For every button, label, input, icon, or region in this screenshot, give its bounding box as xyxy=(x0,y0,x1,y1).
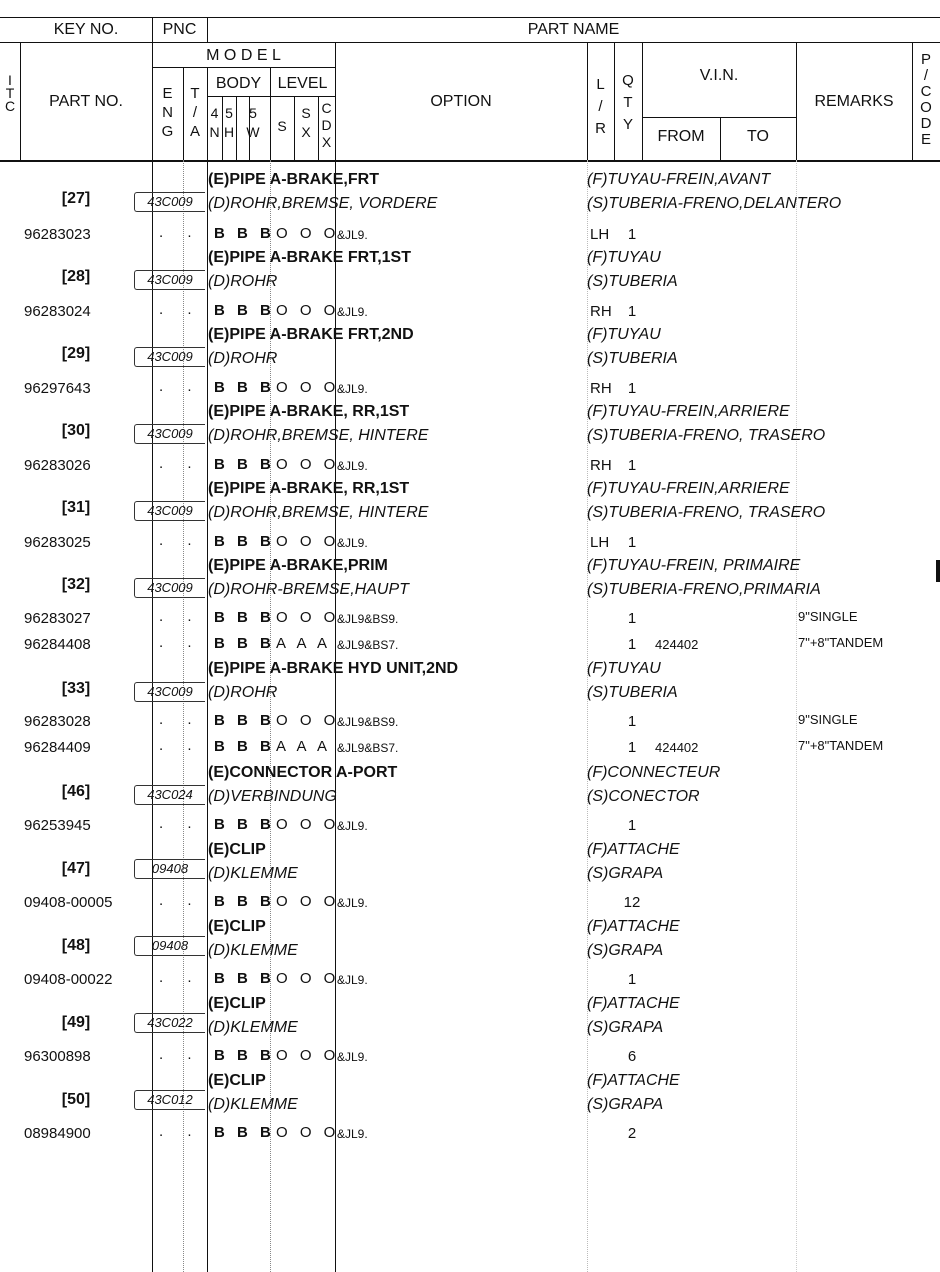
pnc-code: 43C012 xyxy=(134,1090,205,1110)
part-name-spanish: (S)GRAPA xyxy=(587,865,664,882)
qty-value: 1 xyxy=(627,303,637,320)
part-name-english: (E)PIPE A-BRAKE FRT,2ND xyxy=(208,326,414,343)
part-name-german: (D)KLEMME xyxy=(208,1019,298,1036)
body-codes: B B B xyxy=(214,379,275,396)
pcode-header: P / C O D E xyxy=(920,51,932,148)
key-no: [32] xyxy=(61,576,91,593)
key-no: [27] xyxy=(61,190,91,207)
part-name-german: (D)KLEMME xyxy=(208,865,298,882)
part-number: 96253945 xyxy=(24,817,91,834)
lr-header: L / R xyxy=(595,76,606,137)
qty-value: 1 xyxy=(627,610,637,627)
part-name-french: (F)TUYAU-FREIN,ARRIERE xyxy=(587,403,790,420)
eng-ta-dots: . . xyxy=(159,301,202,318)
part-name-french: (F)TUYAU-FREIN,ARRIERE xyxy=(587,480,790,497)
lr-value: RH xyxy=(590,303,612,320)
option-code: &JL9. xyxy=(337,1127,368,1141)
qty-value: 1 xyxy=(627,971,637,988)
pnc-code: 43C009 xyxy=(134,347,205,367)
part-name-spanish: (S)TUBERIA xyxy=(587,684,678,701)
part-name-french: (F)TUYAU xyxy=(587,249,661,266)
option-code: &JL9. xyxy=(337,536,368,550)
eng-ta-dots: . . xyxy=(159,711,202,728)
part-number: 09408-00005 xyxy=(24,894,113,911)
option-code: &JL9&BS9. xyxy=(337,715,399,729)
part-number: 96283025 xyxy=(24,534,91,551)
level-codes: O O O xyxy=(276,712,340,729)
itc-header: I T C xyxy=(4,72,16,114)
pnc-code: 43C022 xyxy=(134,1013,205,1033)
part-number: 96284409 xyxy=(24,739,91,756)
body-col-5w: 5 W xyxy=(246,105,260,140)
eng-ta-dots: . . xyxy=(159,892,202,909)
part-name-spanish: (S)GRAPA xyxy=(587,1019,664,1036)
part-name-french: (F)ATTACHE xyxy=(587,1072,680,1089)
part-name-spanish: (S)CONECTOR xyxy=(587,788,700,805)
part-number: 96283026 xyxy=(24,457,91,474)
part-number: 96283027 xyxy=(24,610,91,627)
qty-value: 1 xyxy=(627,636,637,653)
lr-value: LH xyxy=(590,226,610,243)
body-codes: B B B xyxy=(214,609,275,626)
body-codes: B B B xyxy=(214,456,275,473)
part-name-spanish: (S)GRAPA xyxy=(587,1096,664,1113)
pnc-code: 43C009 xyxy=(134,192,205,212)
remarks-value: 7"+8"TANDEM xyxy=(798,635,884,650)
pnc-code: 43C009 xyxy=(134,270,205,290)
part-no-header: PART NO. xyxy=(49,93,123,110)
remarks-header: REMARKS xyxy=(814,93,894,110)
qty-value: 2 xyxy=(627,1125,637,1142)
eng-ta-dots: . . xyxy=(159,969,202,986)
level-col-s: S xyxy=(277,118,287,134)
part-name-french: (F)ATTACHE xyxy=(587,995,680,1012)
part-name-english: (E)CONNECTOR A-PORT xyxy=(208,764,398,781)
level-col-cdx: C D X xyxy=(321,100,332,150)
part-name-spanish: (S)TUBERIA-FRENO, TRASERO xyxy=(587,504,826,521)
level-codes: O O O xyxy=(276,225,340,242)
level-codes: A A A xyxy=(276,738,332,755)
vin-from-header: FROM xyxy=(657,128,705,145)
level-codes: O O O xyxy=(276,893,340,910)
level-codes: O O O xyxy=(276,302,340,319)
level-codes: O O O xyxy=(276,456,340,473)
qty-value: 1 xyxy=(627,226,637,243)
body-codes: B B B xyxy=(214,893,275,910)
option-code: &JL9. xyxy=(337,228,368,242)
part-name-german: (D)ROHR xyxy=(208,350,278,367)
part-name-french: (F)TUYAU xyxy=(587,660,661,677)
vin-header: V.I.N. xyxy=(699,67,739,84)
part-number: 09408-00022 xyxy=(24,971,113,988)
level-codes: O O O xyxy=(276,816,340,833)
part-name-english: (E)CLIP xyxy=(208,841,266,858)
eng-ta-dots: . . xyxy=(159,224,202,241)
part-name-german: (D)VERBINDUNG xyxy=(208,788,337,805)
part-name-french: (F)CONNECTEUR xyxy=(587,764,721,781)
part-name-spanish: (S)TUBERIA-FRENO, TRASERO xyxy=(587,427,826,444)
part-name-german: (D)ROHR xyxy=(208,273,278,290)
part-name-spanish: (S)TUBERIA-FRENO,PRIMARIA xyxy=(587,581,821,598)
body-codes: B B B xyxy=(214,225,275,242)
qty-value: 6 xyxy=(627,1048,637,1065)
part-name-german: (D)ROHR-BREMSE,HAUPT xyxy=(208,581,409,598)
lr-value: RH xyxy=(590,380,612,397)
option-code: &JL9&BS7. xyxy=(337,741,399,755)
pnc-code: 43C009 xyxy=(134,424,205,444)
pnc-code: 43C009 xyxy=(134,501,205,521)
option-code: &JL9. xyxy=(337,382,368,396)
qty-value: 1 xyxy=(627,457,637,474)
vin-from-value: 424402 xyxy=(655,637,699,652)
key-no: [48] xyxy=(61,937,91,954)
body-codes: B B B xyxy=(214,712,275,729)
body-codes: B B B xyxy=(214,635,275,652)
part-name-spanish: (S)TUBERIA-FRENO,DELANTERO xyxy=(587,195,842,212)
option-code: &JL9. xyxy=(337,1050,368,1064)
part-name-spanish: (S)GRAPA xyxy=(587,942,664,959)
eng-ta-dots: . . xyxy=(159,378,202,395)
part-name-german: (D)ROHR xyxy=(208,684,278,701)
eng-ta-dots: . . xyxy=(159,608,202,625)
key-no: [29] xyxy=(61,345,91,362)
key-no: [28] xyxy=(61,268,91,285)
eng-header: E N G xyxy=(161,85,174,140)
body-codes: B B B xyxy=(214,1047,275,1064)
pnc-code: 43C024 xyxy=(134,785,205,805)
pnc-code: 43C009 xyxy=(134,682,205,702)
body-codes: B B B xyxy=(214,970,275,987)
part-name-english: (E)CLIP xyxy=(208,1072,266,1089)
part-name-header: PART NAME xyxy=(527,21,620,38)
key-no: [31] xyxy=(61,499,91,516)
part-name-german: (D)ROHR,BREMSE, HINTERE xyxy=(208,504,429,521)
key-no: [33] xyxy=(61,680,91,697)
lr-value: LH xyxy=(590,534,610,551)
part-number: 96283028 xyxy=(24,713,91,730)
qty-value: 1 xyxy=(627,380,637,397)
qty-value: 1 xyxy=(627,817,637,834)
model-header: M O D E L xyxy=(206,47,281,64)
eng-ta-dots: . . xyxy=(159,815,202,832)
part-name-english: (E)PIPE A-BRAKE HYD UNIT,2ND xyxy=(208,660,459,677)
level-codes: O O O xyxy=(276,379,340,396)
part-name-french: (F)ATTACHE xyxy=(587,918,680,935)
key-no-header: KEY NO. xyxy=(53,21,119,38)
option-code: &JL9&BS7. xyxy=(337,638,399,652)
part-number: 96300898 xyxy=(24,1048,91,1065)
part-name-english: (E)PIPE A-BRAKE,FRT xyxy=(208,171,379,188)
pnc-code: 09408 xyxy=(134,859,205,879)
lr-value: RH xyxy=(590,457,612,474)
body-codes: B B B xyxy=(214,738,275,755)
part-name-french: (F)TUYAU xyxy=(587,326,661,343)
eng-ta-dots: . . xyxy=(159,737,202,754)
option-code: &JL9&BS9. xyxy=(337,612,399,626)
part-name-german: (D)KLEMME xyxy=(208,1096,298,1113)
part-name-french: (F)TUYAU-FREIN, PRIMAIRE xyxy=(587,557,801,574)
body-codes: B B B xyxy=(214,302,275,319)
option-code: &JL9. xyxy=(337,459,368,473)
part-number: 96283023 xyxy=(24,226,91,243)
key-no: [46] xyxy=(61,783,91,800)
body-codes: B B B xyxy=(214,816,275,833)
part-name-french: (F)TUYAU-FREIN,AVANT xyxy=(587,171,771,188)
part-name-english: (E)PIPE A-BRAKE, RR,1ST xyxy=(208,403,410,420)
level-codes: O O O xyxy=(276,1124,340,1141)
eng-ta-dots: . . xyxy=(159,634,202,651)
pnc-code: 09408 xyxy=(134,936,205,956)
qty-value: 12 xyxy=(623,894,641,911)
qty-value: 1 xyxy=(627,534,637,551)
part-number: 96284408 xyxy=(24,636,91,653)
level-codes: O O O xyxy=(276,533,340,550)
option-header: OPTION xyxy=(430,93,492,110)
remarks-value: 9"SINGLE xyxy=(798,609,858,624)
part-name-french: (F)ATTACHE xyxy=(587,841,680,858)
part-number: 96297643 xyxy=(24,380,91,397)
level-header: LEVEL xyxy=(277,75,328,92)
part-name-english: (E)CLIP xyxy=(208,995,266,1012)
body-col-4n: 4 N xyxy=(209,105,220,140)
body-codes: B B B xyxy=(214,533,275,550)
part-name-spanish: (S)TUBERIA xyxy=(587,350,678,367)
body-codes: B B B xyxy=(214,1124,275,1141)
qty-value: 1 xyxy=(627,739,637,756)
option-code: &JL9. xyxy=(337,973,368,987)
body-header: BODY xyxy=(215,75,262,92)
vin-to-header: TO xyxy=(747,128,769,145)
part-name-german: (D)KLEMME xyxy=(208,942,298,959)
remarks-value: 7"+8"TANDEM xyxy=(798,738,884,753)
eng-ta-dots: . . xyxy=(159,1123,202,1140)
level-codes: A A A xyxy=(276,635,332,652)
part-name-spanish: (S)TUBERIA xyxy=(587,273,678,290)
part-number: 96283024 xyxy=(24,303,91,320)
option-code: &JL9. xyxy=(337,305,368,319)
key-no: [30] xyxy=(61,422,91,439)
level-codes: O O O xyxy=(276,970,340,987)
pnc-header: PNC xyxy=(162,21,197,38)
part-name-english: (E)CLIP xyxy=(208,918,266,935)
vin-from-value: 424402 xyxy=(655,740,699,755)
eng-ta-dots: . . xyxy=(159,455,202,472)
option-code: &JL9. xyxy=(337,819,368,833)
part-name-english: (E)PIPE A-BRAKE FRT,1ST xyxy=(208,249,411,266)
remarks-value: 9"SINGLE xyxy=(798,712,858,727)
part-number: 08984900 xyxy=(24,1125,91,1142)
body-col-5h: 5 H xyxy=(223,105,235,140)
key-no: [47] xyxy=(61,860,91,877)
ta-header: T / A xyxy=(189,85,200,140)
qty-header: Q T Y xyxy=(622,72,634,133)
key-no: [49] xyxy=(61,1014,91,1031)
part-name-english: (E)PIPE A-BRAKE, RR,1ST xyxy=(208,480,410,497)
part-name-english: (E)PIPE A-BRAKE,PRIM xyxy=(208,557,388,574)
key-no: [50] xyxy=(61,1091,91,1108)
pnc-code: 43C009 xyxy=(134,578,205,598)
eng-ta-dots: . . xyxy=(159,1046,202,1063)
qty-value: 1 xyxy=(627,713,637,730)
level-codes: O O O xyxy=(276,609,340,626)
option-code: &JL9. xyxy=(337,896,368,910)
level-codes: O O O xyxy=(276,1047,340,1064)
eng-ta-dots: . . xyxy=(159,532,202,549)
part-name-german: (D)ROHR,BREMSE, VORDERE xyxy=(208,195,438,212)
part-name-german: (D)ROHR,BREMSE, HINTERE xyxy=(208,427,429,444)
level-col-sx: S X xyxy=(301,105,311,140)
